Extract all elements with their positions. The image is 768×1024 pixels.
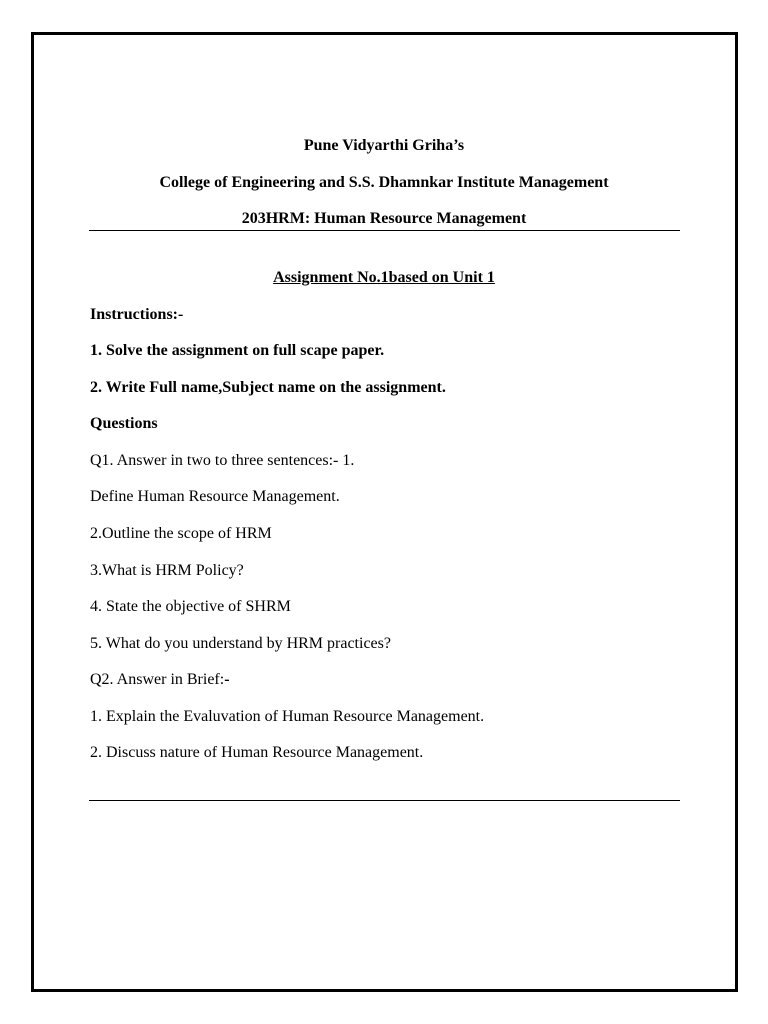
q2-item: 2. Discuss nature of Human Resource Management. [90,744,424,761]
questions-heading: Questions [90,415,158,432]
q1-item: 2.Outline the scope of HRM [90,525,272,542]
institution-name: Pune Vidyarthi Griha’s [303,137,465,154]
footer-divider [89,800,680,801]
q1-item: 5. What do you understand by HRM practices? [90,635,391,652]
header-divider [89,230,680,231]
assignment-title: Assignment No.1based on Unit 1 [273,269,495,286]
college-name: College of Engineering and S.S. Dhamnkar Institute Management [159,174,609,191]
q2-item: 1. Explain the Evaluvation of Human Resource Management. [90,708,485,725]
q1-item: Define Human Resource Management. [90,488,340,505]
q1-item: 4. State the objective of SHRM [90,598,291,615]
q1-heading: Q1. Answer in two to three sentences:- 1. [90,452,355,469]
q1-item: 3.What is HRM Policy? [90,562,244,579]
q2-heading-dash: - [224,671,230,688]
instruction-item: 2. Write Full name,Subject name on the assignment. [90,379,446,396]
instructions-heading: Instructions:- [90,306,184,323]
course-title: 203HRM: Human Resource Management [241,210,527,227]
instruction-item: 1. Solve the assignment on full scape paper. [90,342,385,359]
q2-heading [90,670,230,690]
q2-heading-text: Q2. Answer in Brief: [90,671,225,688]
